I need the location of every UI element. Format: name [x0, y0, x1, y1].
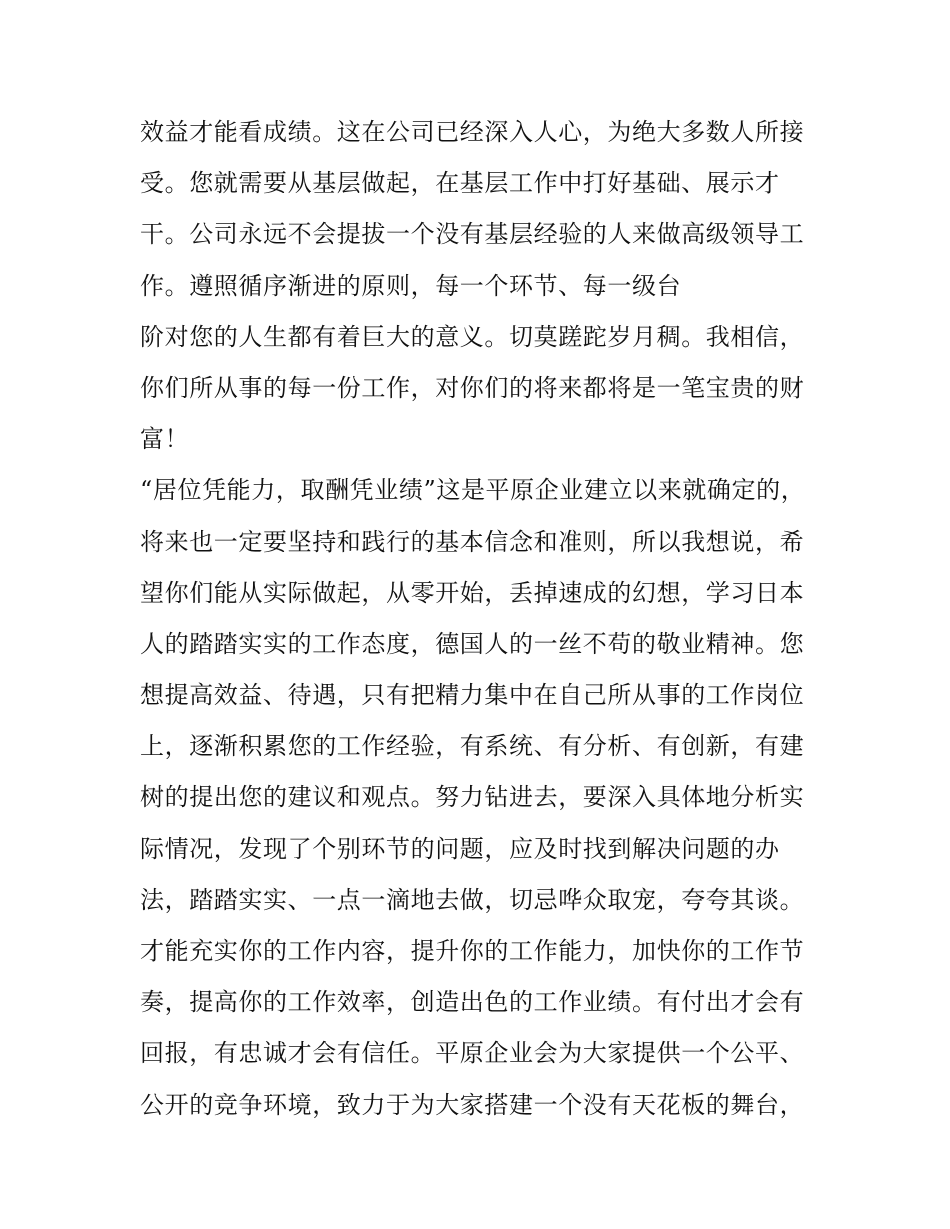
text-line: 阶对您的人生都有着巨大的意义。切莫蹉跎岁月稠。我相信， [140, 322, 805, 351]
text-line: 奏，提高你的工作效率，创造出色的工作业绩。有付出才会有 [140, 988, 805, 1017]
text-line: “居位凭能力，取酬凭业绩”这是平原企业建立以来就确定的， [140, 476, 806, 505]
text-line: 想提高效益、待遇，只有把精力集中在自己所从事的工作岗位 [140, 681, 805, 710]
text-line: 效益才能看成绩。这在公司已经深入人心，为绝大多数人所接 [140, 118, 805, 146]
text-line: 际情况，发现了个别环节的问题，应及时找到解决问题的办 [140, 834, 780, 863]
text-line: 望你们能从实际做起，从零开始，丢掉速成的幻想，学习日本 [140, 578, 805, 607]
text-line: 才能充实你的工作内容，提升你的工作能力，加快你的工作节 [140, 937, 805, 965]
text-line: 将来也一定要坚持和践行的基本信念和准则，所以我想说，希 [140, 527, 805, 556]
body-text [140, 107, 820, 1131]
text-line: 你们所从事的每一份工作，对你们的将来都将是一笔宝贵的财 [140, 373, 805, 402]
text-line: 上，逐渐积累您的工作经验，有系统、有分析、有创新，有建 [140, 732, 805, 761]
text-line: 树的提出您的建议和观点。努力钻进去，要深入具体地分析实 [140, 783, 805, 812]
text-line: 法，踏踏实实、一点一滴地去做，切忌哗众取宠，夸夸其谈。 [140, 885, 805, 914]
text-line: 公开的竞争环境，致力于为大家搭建一个没有天花板的舞台， [140, 1090, 805, 1119]
text-line: 回报，有忠诚才会有信任。平原企业会为大家提供一个公平、 [140, 1039, 805, 1068]
text-line: 作。遵照循序渐进的原则，每一个环节、每一级台 [140, 271, 682, 300]
text-line: 干。公司永远不会提拔一个没有基层经验的人来做高级领导工 [140, 220, 805, 249]
text-line: 富！ [140, 425, 190, 454]
text-line: 受。您就需要从基层做起，在基层工作中打好基础、展示才 [140, 169, 780, 198]
text-line: 人的踏踏实实的工作态度，德国人的一丝不苟的敬业精神。您 [140, 629, 805, 658]
